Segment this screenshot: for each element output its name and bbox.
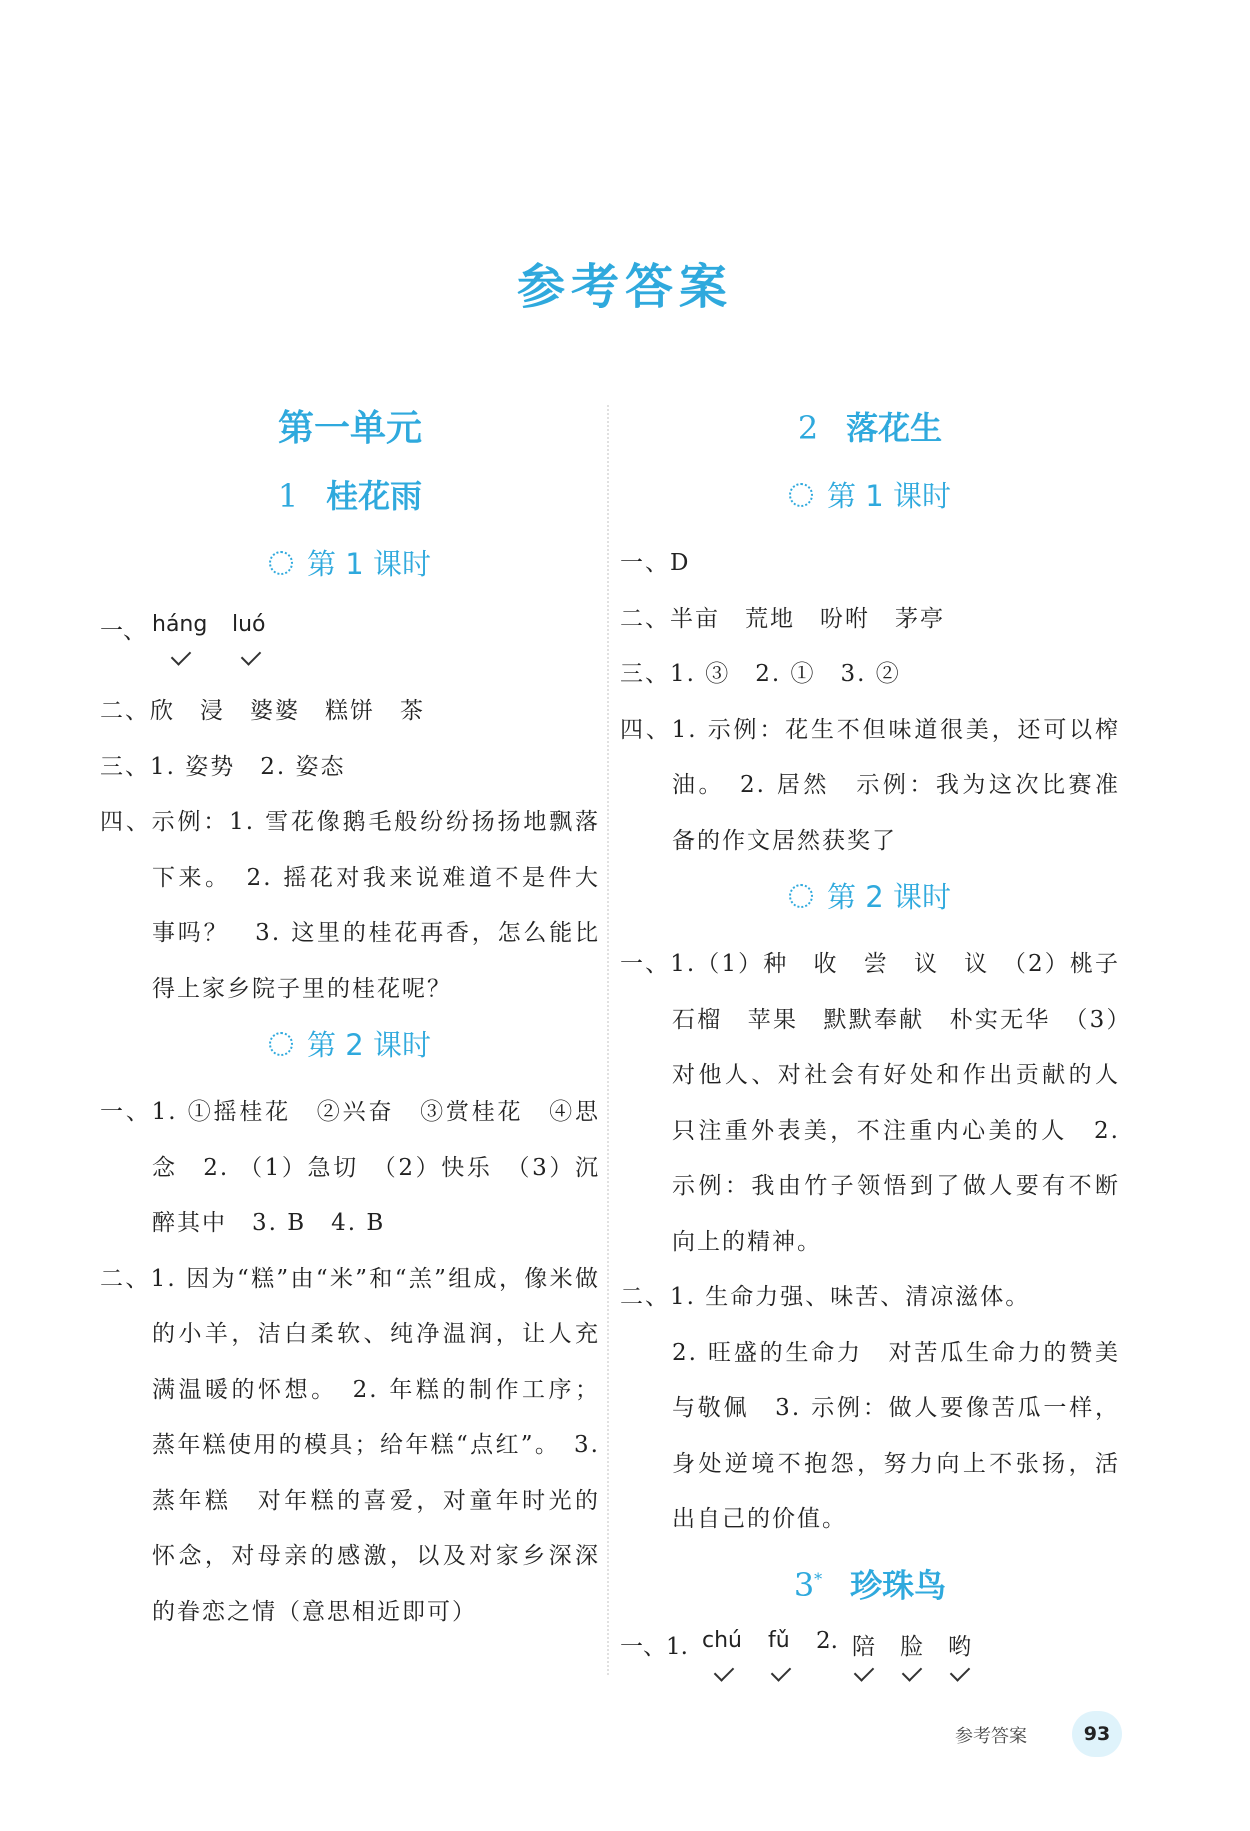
question-number: 一、 [100,618,146,644]
check-mark-icon [902,1661,923,1682]
period-label-post: 课时 [892,479,951,513]
period-number: 1 [865,479,884,513]
lesson-title: 落花生 [846,409,943,447]
lesson-heading-1 [100,468,600,524]
lesson-heading-3 [620,1552,1120,1608]
period-label-post: 课时 [372,1028,431,1062]
period-label-post: 课时 [892,880,951,914]
answer: 三、1. ③ 2. ① 3. ② [620,661,901,687]
answer: 2. 旺盛的生命力 对苦瓜生命力的赞美与敬佩 3. 示例：做人要像苦瓜一样，身处逆境不抱怨，努力向上不张扬，活出自己的价值。 [672,1339,1120,1532]
dotted-circle-icon [269,1032,293,1056]
answer: 一、1.（1）种 收 尝 议 议 （2）桃子 石榴 苹果 默默奉献 朴实无华 （3）对他人、对社会有好处和作出贡献的人 只注重外表美，不注重内心美的人 2. 示例：我由竹子领悟到了做人要有不断向上的精神。 [620,951,1145,1255]
answer-char: 陪 [852,1633,875,1660]
dotted-circle-icon [789,884,813,908]
lesson-number-mark: * [814,1569,823,1589]
footer-label: 参考答案 [955,1726,1027,1747]
period-label-post: 课时 [372,547,431,581]
answer: 一、1. ①摇桂花 ②兴奋 ③赏桂花 ④思念 2. （1）急切 （2）快乐 （3）沉醉其中 3. B 4. B [100,1099,600,1236]
pinyin: luó [232,612,266,637]
lesson-title: 珍珠鸟 [850,1566,947,1605]
pinyin: chú [702,1627,742,1653]
dotted-circle-icon [789,483,813,507]
page-number: 93 [1072,1711,1122,1757]
pinyin: fǔ [768,1627,790,1653]
period-label-pre: 第 [827,479,857,513]
check-mark-icon [950,1661,971,1682]
page-title: 参考答案 [516,259,733,315]
period-number: 2 [865,880,884,914]
period-heading [620,468,1120,524]
check-mark-icon [171,645,192,666]
answer: 二、欣 浸 婆婆 糕饼 茶 [100,698,425,724]
answer-char: 哟 [948,1633,971,1660]
answer: 四、示例：1. 雪花像鹅毛般纷纷扬扬地飘落下来。 2. 摇花对我来说难道不是件大事吗？ 3. 这里的桂花再香，怎么能比得上家乡院子里的桂花呢？ [100,809,600,1002]
answer: 二、1. 生命力强、味苦、清凉滋体。 [620,1284,1031,1310]
period-heading [620,869,1120,925]
right-column [620,400,1145,1700]
answer: 四、1. 示例：花生不但味道很美，还可以榨油。 2. 居然 示例：我为这次比赛准备的作文居然获奖了 [620,716,1120,854]
left-column [100,400,600,1640]
lesson-number: 1 [277,477,299,515]
period-label-pre: 第 [827,880,857,914]
answer: 一、D [620,550,691,576]
check-mark-icon [854,1661,875,1682]
answer-pinyin-row [620,1620,1120,1700]
check-mark-icon [241,645,262,666]
period-heading [100,1017,600,1073]
period-label-pre: 第 [307,547,337,581]
period-number: 1 [345,547,364,581]
check-mark-icon [771,1661,792,1682]
check-mark-icon [714,1661,735,1682]
dotted-circle-icon [269,551,293,575]
pinyin: háng [152,612,208,637]
period-number: 2 [345,1028,364,1062]
answer: 三、1. 姿势 2. 姿态 [100,753,346,780]
column-divider [607,405,609,1675]
lesson-heading-2 [620,400,1120,456]
period-heading [100,536,600,592]
lesson-number: 2 [797,409,819,447]
answer-pinyin-row [100,604,600,684]
period-label-pre: 第 [307,1028,337,1062]
answer: 二、半亩 荒地 吩咐 茅亭 [620,605,945,632]
lesson-number: 3* [793,1566,823,1605]
answer: 二、1. 因为“糕”由“米”和“羔”组成，像米做的小羊，洁白柔软、纯净温润，让人充满温暖的怀想。 2. 年糕的制作工序；蒸年糕使用的模具；给年糕“点红”。 3. 蒸年糕 对年糕的喜爱，对童年时光的怀念，对母亲的感激，以及对家乡深深的眷恋之情（意思相近即可） [100,1265,600,1625]
unit-heading: 第一单元 [277,407,422,449]
question-number: 2. [816,1627,838,1654]
question-number: 一、1. [620,1633,688,1660]
lesson-title: 桂花雨 [326,477,423,515]
answer-char: 脸 [900,1633,923,1660]
